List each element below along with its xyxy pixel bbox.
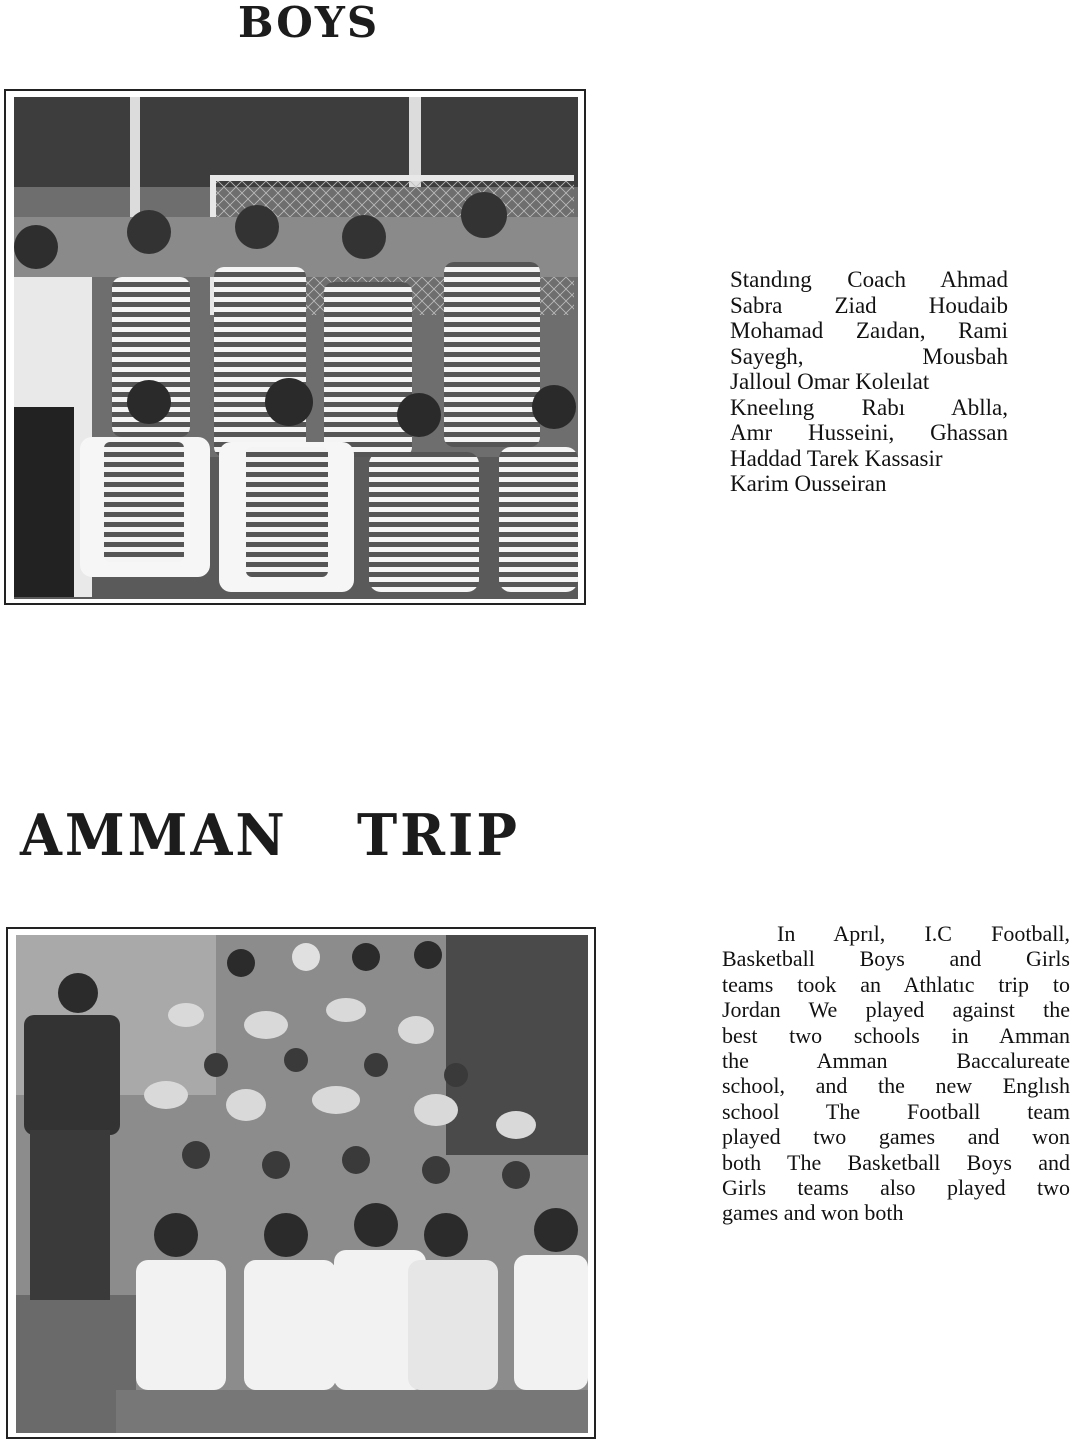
caption-line: Amr Husseini, Ghassan xyxy=(730,420,1008,445)
boys-team-photo xyxy=(4,89,586,605)
team-photo-icon xyxy=(14,97,578,599)
caption-line: teams took an Athlatıc trip to xyxy=(722,971,1070,997)
group-photo-icon xyxy=(16,935,588,1433)
amman-caption xyxy=(722,921,1070,1226)
caption-line: school The Football team xyxy=(722,1098,1070,1124)
caption-line: Sayegh, Mousbah xyxy=(730,343,1008,369)
boys-caption xyxy=(730,267,1008,497)
trip-heading: TRIP xyxy=(357,801,520,869)
caption-line: Standıng Coach Ahmad xyxy=(730,267,1008,292)
caption-line: In Aprıl, I.C Football, xyxy=(777,921,1070,946)
caption-line: both The Basketball Boys and xyxy=(722,1149,1070,1175)
caption-line: best two schools in Amman xyxy=(722,1022,1070,1048)
amman-heading: AMMAN xyxy=(20,801,288,869)
caption-line: played two games and won xyxy=(722,1124,1070,1150)
caption-line: Sabra Ziad Houdaib xyxy=(730,292,1008,318)
caption-line: games and won both xyxy=(722,1200,904,1226)
caption-line: Karim Ousseiran xyxy=(730,471,887,496)
caption-line: Girls teams also played two xyxy=(722,1175,1070,1201)
caption-line: Jordan We played against the xyxy=(722,997,1070,1023)
caption-line: Basketball Boys and Girls xyxy=(722,946,1070,972)
amman-group-photo xyxy=(6,927,596,1439)
caption-line: the Amman Baccalureate xyxy=(722,1048,1070,1074)
caption-line: Mohamad Zaıdan, Rami xyxy=(730,318,1008,343)
caption-line: Kneelıng Rabı Ablla, xyxy=(730,394,1008,420)
caption-line: Jalloul Omar Koleılat xyxy=(730,369,930,394)
caption-line: school, and the new Englısh xyxy=(722,1073,1070,1099)
caption-line: Haddad Tarek Kassasir xyxy=(730,445,943,471)
boys-heading: BOYS xyxy=(238,0,380,47)
